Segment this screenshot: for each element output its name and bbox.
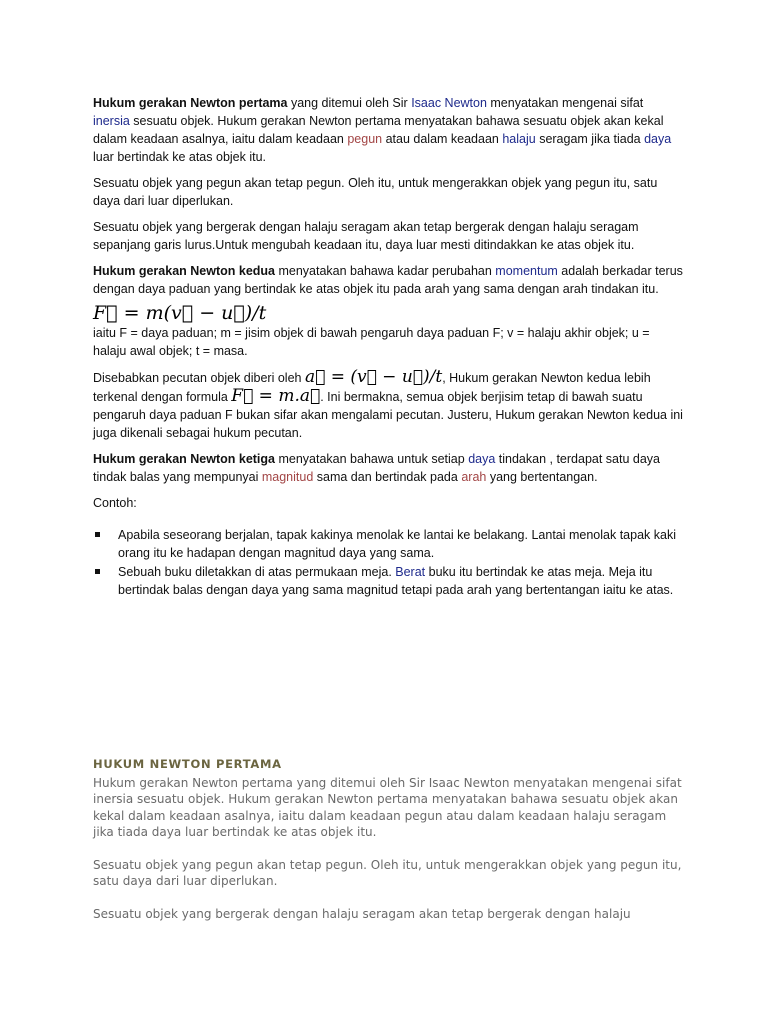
paragraph-second-law — [93, 262, 683, 298]
list-item — [93, 563, 683, 599]
formula-second-law: F⃗ = m(v⃗ − u⃗)/t — [93, 302, 267, 324]
text: sama dan bertindak pada — [313, 470, 462, 484]
link-arah[interactable]: arah — [461, 470, 487, 484]
bullet-text: buku itu bertindak ke atas meja. Meja itu bertindak balas dengan daya yang sama magnitud tetapi pada arah yang bertentangan iaitu ke atas. — [118, 565, 674, 597]
link-pegun[interactable]: pegun — [347, 132, 383, 146]
contoh-label: Contoh: — [93, 496, 137, 510]
text: seragam jika tiada — [535, 132, 645, 146]
heading-third-law: Hukum gerakan Newton ketiga — [93, 452, 275, 466]
link-momentum[interactable]: momentum — [495, 264, 558, 278]
formula-acceleration: a⃗ = (v⃗ − u⃗)/t — [304, 367, 443, 387]
text: menyatakan bahawa kadar perubahan — [275, 264, 496, 278]
paragraph-acceleration — [93, 368, 683, 442]
text: menyatakan bahawa untuk setiap — [275, 452, 469, 466]
link-isaac-newton[interactable]: Isaac Newton — [411, 96, 487, 110]
examples-list — [93, 526, 683, 599]
web-paragraph-2: Sesuatu objek yang pegun akan tetap pegun. Oleh itu, untuk mengerakkan objek yang pegun itu, satu daya dari luar diperlukan. — [93, 857, 682, 888]
text: luar bertindak ke atas objek itu. — [93, 150, 267, 164]
text: adalah berkadar terus dengan daya paduan yang bertindak ke atas objek itu pada arah yang sama dengan arah tindakan itu. — [93, 264, 683, 296]
text: Disebabkan pecutan objek diberi oleh — [93, 371, 305, 385]
paragraph-stationary: Sesuatu objek yang pegun akan tetap pegun. Oleh itu, untuk mengerakkan objek yang pegun itu, satu daya dari luar diperlukan. — [93, 176, 658, 208]
link-daya[interactable]: daya — [644, 132, 672, 146]
heading-first-law: Hukum gerakan Newton pertama — [93, 96, 288, 110]
section-title: HUKUM NEWTON PERTAMA — [93, 757, 282, 771]
paragraph-variables: iaitu F = daya paduan; m = jisim objek di bawah pengaruh daya paduan F; v = halaju akhir objek; u = halaju awal objek; t = masa. — [93, 326, 650, 358]
link-inersia[interactable]: inersia — [93, 114, 130, 128]
text: , Hukum gerakan Newton kedua lebih terkenal dengan formula — [93, 371, 651, 404]
text: atau dalam keadaan — [382, 132, 503, 146]
web-paragraph-3: Sesuatu objek yang bergerak dengan halaju seragam akan tetap bergerak dengan halaju — [93, 906, 631, 921]
paragraph-third-law — [93, 450, 683, 486]
paragraph-uniform-motion: Sesuatu objek yang bergerak dengan halaju seragam akan tetap bergerak dengan halaju seragam sepanjang garis lurus.Untuk mengubah keadaan itu, daya luar mesti ditindakkan ke atas objek itu. — [93, 220, 639, 252]
link-berat[interactable]: Berat — [395, 565, 426, 579]
link-daya-third[interactable]: daya — [468, 452, 496, 466]
document-body — [93, 94, 683, 600]
text: . Ini bermakna, semua objek berjisim tetap di bawah suatu pengaruh daya paduan F bukan sifar akan mengalami pecutan. Justeru, Hukum gerakan Newton kedua ini juga dikenali sebagai hukum pecutan. — [93, 390, 683, 440]
bullet-text: Apabila seseorang berjalan, tapak kakinya menolak ke lantai ke belakang. Lantai menolak tapak kaki orang itu ke hadapan dengan magnitud daya yang sama. — [118, 528, 676, 560]
link-magnitud[interactable]: magnitud — [261, 470, 314, 484]
text: menyatakan mengenai sifat — [486, 96, 644, 110]
heading-second-law: Hukum gerakan Newton kedua — [93, 264, 275, 278]
web-paragraph-1: Hukum gerakan Newton pertama yang ditemui oleh Sir Isaac Newton menyatakan mengenai sifat inersia sesuatu objek. Hukum gerakan Newton pertama menyatakan bahawa sesuatu objek akan kekal dalam keadaan asalnya, iaitu dalam keadaan pegun atau dalam keadaan halaju seragam jika tiada daya luar bertindak ke atas objek itu. — [93, 775, 682, 839]
text: sesuatu objek. Hukum gerakan Newton pertama menyatakan bahawa sesuatu objek akan kekal dalam keadaan asalnya, iaitu dalam keadaan — [93, 114, 664, 146]
text: yang bertentangan. — [486, 470, 598, 484]
web-copied-section — [93, 756, 683, 938]
text: tindakan , terdapat satu daya tindak balas yang mempunyai — [93, 452, 660, 484]
text: yang ditemui oleh Sir — [287, 96, 412, 110]
bullet-square-icon — [95, 532, 100, 537]
bullet-square-icon — [95, 569, 100, 574]
formula-force: F⃗ = m.a⃗ — [231, 386, 321, 406]
bullet-text: Sebuah buku diletakkan di atas permukaan meja. — [118, 565, 396, 579]
paragraph-first-law — [93, 94, 683, 166]
list-item — [93, 526, 683, 562]
link-halaju[interactable]: halaju — [502, 132, 536, 146]
